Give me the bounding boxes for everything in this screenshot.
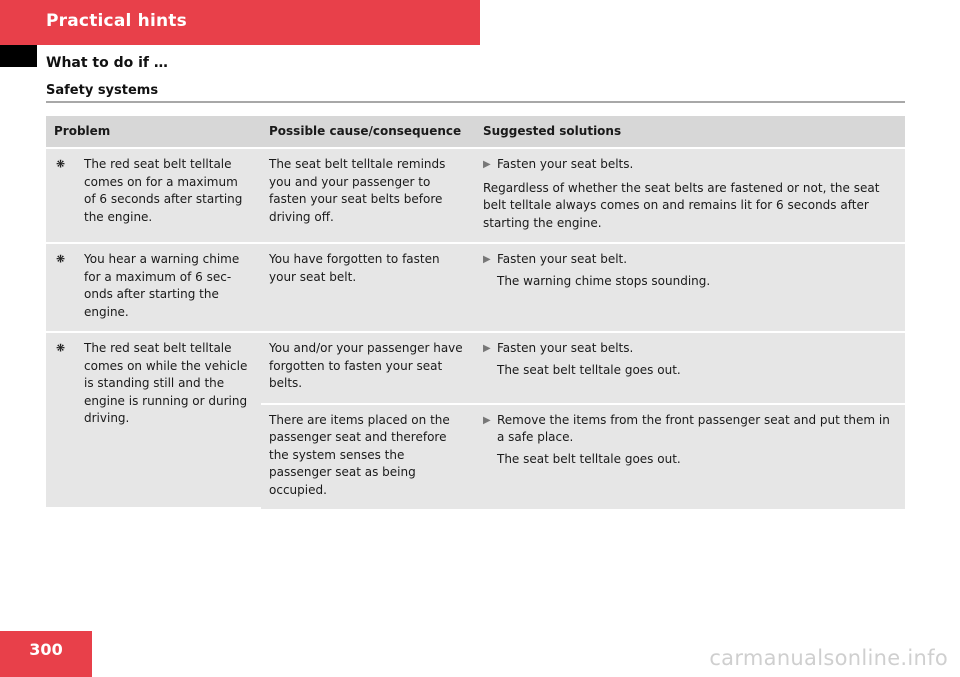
solution-note: The warning chime stops sounding.: [497, 273, 711, 288]
section-title: Safety systems: [46, 83, 159, 98]
cause-cell: You and/or your passenger have forgotten to fasten your seat belts.: [261, 333, 475, 405]
cause-cell: The seat belt telltale reminds you and your passenger to fasten your seat belts before driving off.: [261, 149, 475, 244]
problem-text: You hear a warning chime for a maximum of 6 sec- onds after starting the engine.: [84, 252, 240, 319]
solution-cell: [475, 244, 905, 333]
page-subtitle: What to do if …: [46, 55, 168, 71]
header-problem: Problem: [46, 116, 261, 149]
section-divider: [46, 101, 905, 103]
watermark: carmanualsonline.info: [709, 646, 948, 670]
table-header-row: [46, 116, 905, 149]
action-arrow-icon: ▶: [483, 414, 491, 426]
problem-cell: [46, 333, 261, 509]
cause-cell: You have forgotten to fasten your seat belt.: [261, 244, 475, 333]
solution-note: The seat belt telltale goes out.: [497, 451, 681, 466]
problem-text: The red seat belt telltale comes on for a maximum of 6 seconds after starting the engine.: [84, 157, 243, 224]
solution-note: Regardless of whether the seat belts are fastened or not, the seat belt telltale always comes on and remains lit for 6 seconds after starting the engine.: [483, 180, 880, 230]
seat-belt-icon: 🞼: [56, 341, 66, 356]
header-solutions: Suggested solutions: [475, 116, 905, 149]
solution-action: Fasten your seat belts.: [497, 341, 634, 355]
solution-action: Fasten your seat belts.: [497, 157, 634, 171]
solution-note: The seat belt telltale goes out.: [497, 362, 681, 377]
header-tab-marker: [0, 45, 37, 67]
solution-cell: [475, 333, 905, 405]
cause-cell: There are items placed on the passenger seat and therefore the system senses the passenger seat as being occupied.: [261, 405, 475, 510]
header-cause: Possible cause/consequence: [261, 116, 475, 149]
solution-cell: [475, 149, 905, 244]
page-number: 300: [29, 640, 63, 659]
solution-cell: [475, 405, 905, 510]
action-arrow-icon: ▶: [483, 343, 491, 354]
hints-table: [46, 116, 905, 509]
section-header-title: Practical hints: [46, 11, 187, 31]
table-row: [46, 244, 905, 333]
problem-cell: [46, 149, 261, 244]
action-arrow-icon: ▶: [483, 159, 491, 170]
seat-belt-icon: 🞼: [56, 252, 66, 267]
table-row: [46, 333, 905, 405]
action-arrow-icon: ▶: [483, 254, 491, 265]
solution-action: Remove the items from the front passenger seat and put them in a safe place.: [497, 412, 890, 444]
problem-text: The red seat belt telltale comes on while the vehicle is standing still and the engine is running or during driving.: [84, 341, 248, 425]
seat-belt-icon: 🞼: [56, 157, 66, 172]
problem-cell: [46, 244, 261, 333]
table-row: [46, 149, 905, 244]
solution-action: Fasten your seat belt.: [497, 252, 628, 266]
